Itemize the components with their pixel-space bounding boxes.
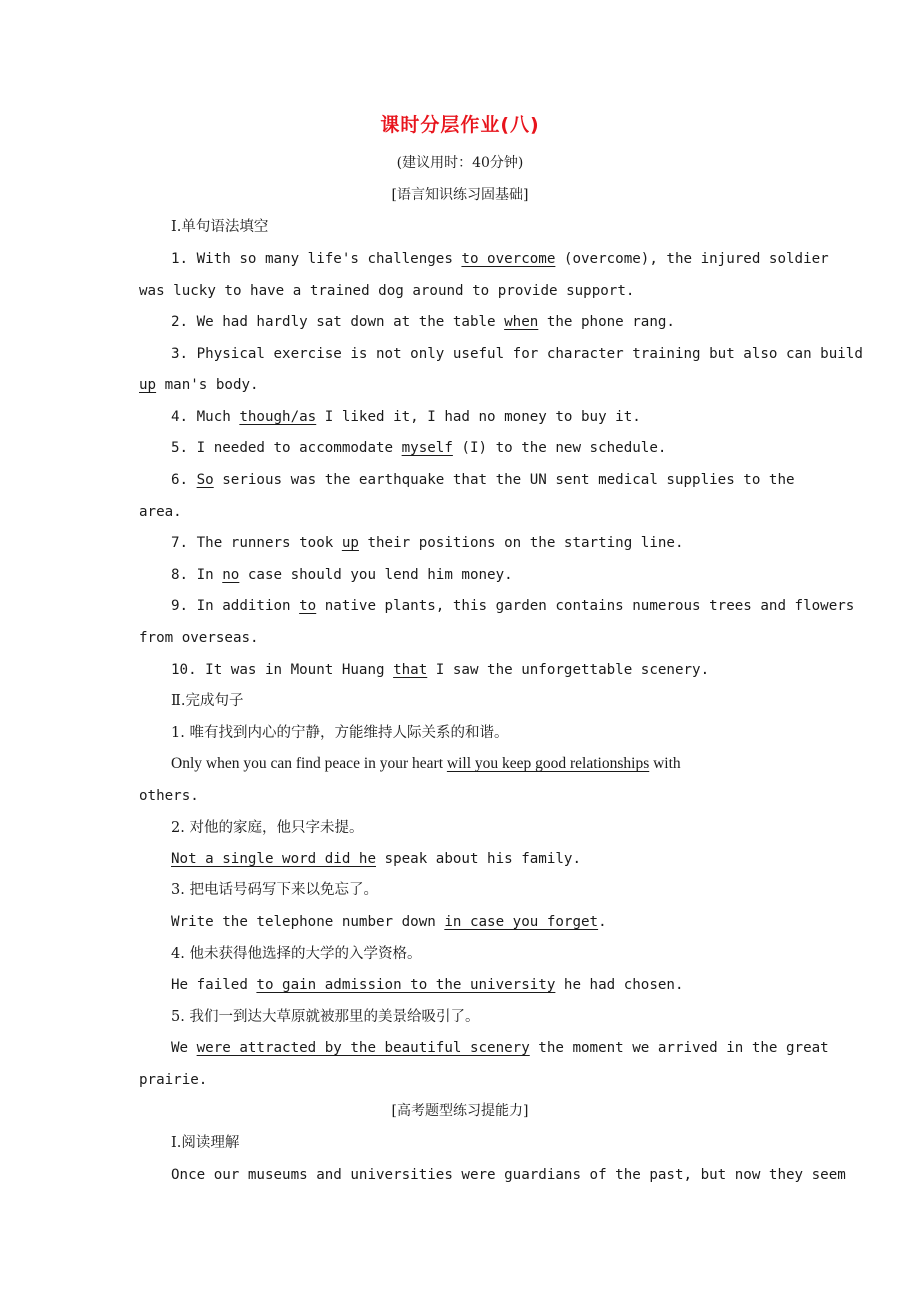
sentence-5-chinese: 5. 我们一到达大草原就被那里的美景给吸引了。	[171, 1009, 480, 1025]
item-text: 2. We had hardly sat down at the table	[171, 314, 505, 330]
answer-blank: to overcome	[461, 251, 556, 267]
item-text: (I) to the new schedule.	[452, 440, 667, 456]
item-text: Write the telephone number down	[171, 914, 445, 930]
grammar-item-8	[171, 565, 871, 585]
grammar-item-3-cont	[139, 375, 839, 395]
sentence-5-english	[171, 1038, 871, 1058]
answer-blank: up	[341, 535, 359, 551]
grammar-item-4	[171, 407, 871, 427]
grammar-item-9-cont: from overseas.	[139, 630, 259, 646]
item-text: I liked it, I had no money to buy it.	[316, 409, 641, 425]
item-text: man's body.	[156, 377, 259, 393]
sentence-5-cont: prairie.	[139, 1072, 208, 1088]
answer-blank: that	[393, 662, 428, 678]
sentence-1-cont: others.	[139, 788, 199, 804]
sentence-1-chinese: 1. 唯有找到内心的宁静，方能维持人际关系的和谐。	[171, 725, 509, 741]
grammar-item-1-cont: was lucky to have a trained dog around to provide support.	[139, 283, 635, 299]
item-text: 4. Much	[171, 409, 240, 425]
grammar-item-9	[171, 596, 871, 616]
part2-header: [高考题型练习提能力]	[391, 1103, 529, 1119]
item-text: 10. It was in Mount Huang	[171, 662, 394, 678]
answer-blank: up	[139, 377, 157, 393]
reading-passage: Once our museums and universities were guardians of the past, but now they seem	[171, 1167, 846, 1183]
item-text: I saw the unforgettable scenery.	[427, 662, 710, 678]
grammar-item-2	[171, 312, 871, 332]
sentence-3-english	[171, 912, 871, 932]
item-text: We	[171, 1040, 197, 1056]
section2-heading: Ⅱ.完成句子	[171, 693, 244, 709]
grammar-item-6-cont: area.	[139, 504, 182, 520]
answer-blank: Not a single word did he	[171, 851, 376, 867]
answer-blank: to	[299, 598, 317, 614]
grammar-item-6	[171, 470, 871, 490]
sentence-3-chinese: 3. 把电话号码写下来以免忘了。	[171, 882, 378, 898]
item-text: with	[649, 755, 681, 772]
item-text: 7. The runners took	[171, 535, 342, 551]
answer-blank: to gain admission to the university	[256, 977, 556, 993]
sentence-4-chinese: 4. 他未获得他选择的大学的入学资格。	[171, 946, 422, 962]
item-text: their positions on the starting line.	[358, 535, 684, 551]
grammar-item-5	[171, 438, 871, 458]
section1-heading: Ⅰ.单句语法填空	[171, 219, 269, 235]
item-text: he had chosen.	[555, 977, 684, 993]
part1-header: [语言知识练习固基础]	[391, 187, 529, 203]
item-text: He failed	[171, 977, 257, 993]
answer-blank: myself	[401, 440, 453, 456]
answer-blank: So	[196, 472, 214, 488]
item-text: speak about his family.	[376, 851, 581, 867]
item-text: 8. In	[171, 567, 223, 583]
answer-blank: though/as	[239, 409, 317, 425]
grammar-item-1	[171, 249, 871, 269]
item-text: the moment we arrived in the great	[529, 1040, 829, 1056]
sentence-2-chinese: 2. 对他的家庭，他只字未提。	[171, 820, 364, 836]
sentence-2-english	[171, 849, 871, 869]
grammar-item-7	[171, 533, 871, 553]
suggested-time: (建议用时：40分钟)	[396, 155, 524, 171]
item-text: serious was the earthquake that the UN sent medical supplies to the	[213, 472, 795, 488]
item-text: (overcome), the injured soldier	[555, 251, 829, 267]
answer-blank: in case you forget	[444, 914, 599, 930]
item-text: 9. In addition	[171, 598, 300, 614]
grammar-item-3: 3. Physical exercise is not only useful for character training but also can build	[171, 346, 863, 362]
reading-heading: Ⅰ.阅读理解	[171, 1135, 240, 1151]
answer-blank: will you keep good relationships	[446, 755, 650, 772]
grammar-item-10	[171, 660, 871, 680]
answer-blank: when	[504, 314, 539, 330]
item-text: the phone rang.	[538, 314, 675, 330]
item-text: .	[598, 914, 607, 930]
sentence-1-english	[171, 754, 871, 774]
item-text: 1. With so many life's challenges	[171, 251, 462, 267]
item-text: native plants, this garden contains numerous trees and flowers	[316, 598, 855, 614]
item-text: 5. I needed to accommodate	[171, 440, 402, 456]
item-text: 6.	[171, 472, 197, 488]
answer-blank: were attracted by the beautiful scenery	[196, 1040, 530, 1056]
answer-blank: no	[222, 567, 240, 583]
item-text: case should you lend him money.	[239, 567, 513, 583]
sentence-4-english	[171, 975, 871, 995]
item-text: Only when you can find peace in your heart	[171, 755, 447, 772]
page-title: 课时分层作业(八)	[380, 114, 540, 136]
